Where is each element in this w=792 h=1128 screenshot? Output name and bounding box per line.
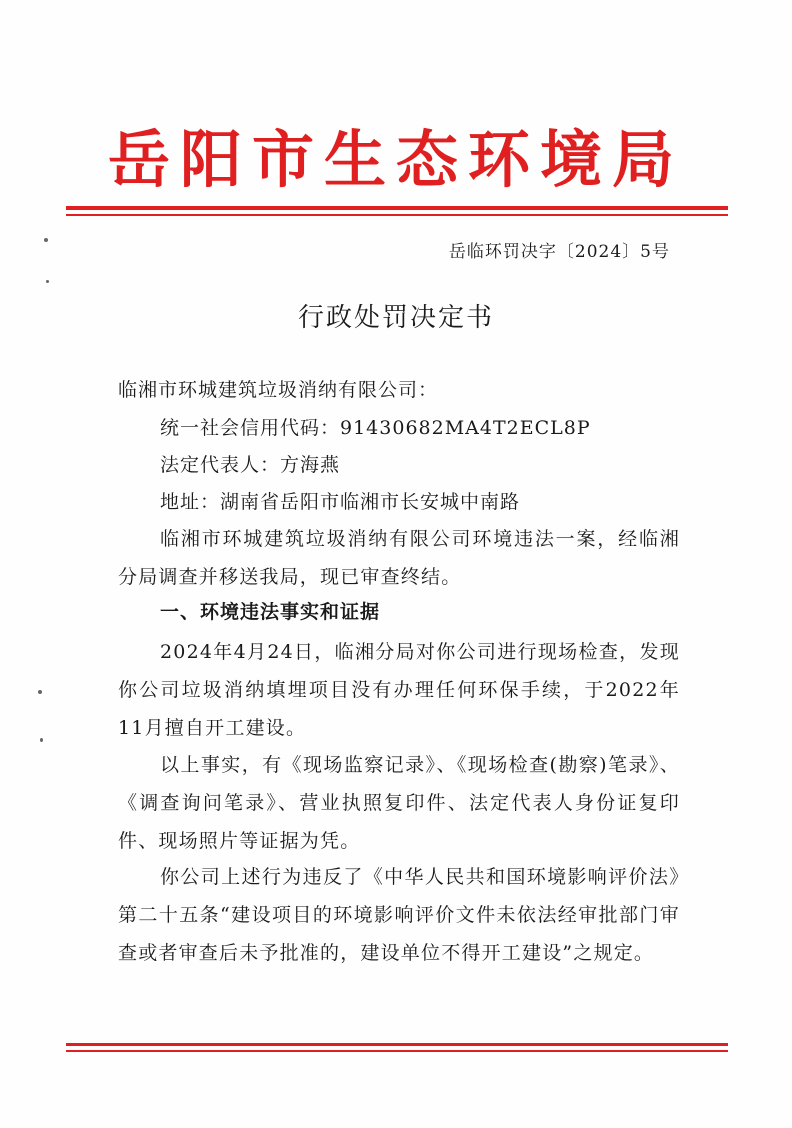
scan-speck	[46, 280, 49, 283]
footer-rule-thin	[66, 1050, 728, 1052]
scan-speck	[40, 738, 43, 742]
scan-speck	[44, 238, 48, 242]
letterhead-rule-thin	[66, 214, 728, 216]
facts-paragraph: 2024年4月24日，临湘分局对你公司进行现场检查，发现你公司垃圾消纳填埋项目没有办理任何环保手续，于2022年11月擅自开工建设。	[118, 641, 680, 739]
document-title: 行政处罚决定书	[297, 303, 494, 333]
letterhead-rule-thick	[66, 206, 728, 210]
addressee: 临湘市环城建筑垃圾消纳有限公司：	[118, 379, 439, 401]
company-address: 地址：湖南省岳阳市临湘市长安城中南路	[160, 491, 521, 513]
scan-speck	[38, 690, 42, 694]
agency-letterhead: 岳阳市生态环境局	[107, 123, 684, 196]
section-heading-facts: 一、环境违法事实和证据	[160, 601, 381, 623]
legal-representative: 法定代表人：方海燕	[160, 454, 341, 476]
intro-paragraph: 临湘市环城建筑垃圾消纳有限公司环境违法一案，经临湘分局调查并移送我局，现已审查终结。	[118, 528, 680, 588]
footer-rule-thick	[66, 1043, 728, 1046]
credit-code: 统一社会信用代码：91430682MA4T2ECL8P	[160, 417, 591, 439]
violation-paragraph: 你公司上述行为违反了《中华人民共和国环境影响评价法》第二十五条“建设项目的环境影响评价文件未依法经审批部门审查或者审查后未予批准的，建设单位不得开工建设”之规定。	[118, 866, 680, 964]
document-number: 岳临环罚决字〔2024〕5号	[448, 242, 670, 262]
evidence-paragraph: 以上事实，有《现场监察记录》、《现场检查(勘察)笔录》、《调查询问笔录》、营业执照复印件、法定代表人身份证复印件、现场照片等证据为凭。	[118, 754, 680, 852]
